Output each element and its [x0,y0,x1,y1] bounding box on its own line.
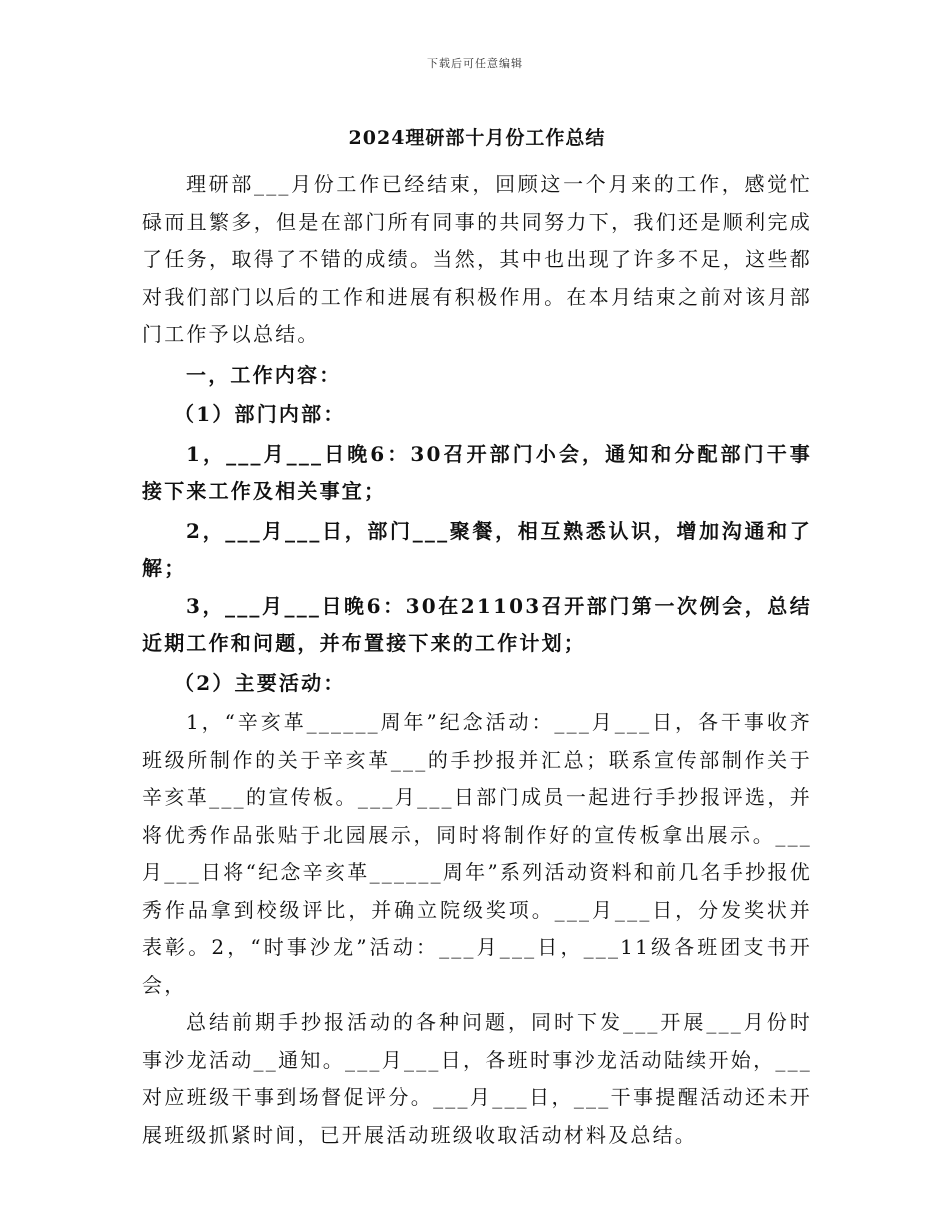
internal-item-2: 2，___月___日，部门___聚餐，相互熟悉认识，增加沟通和了解； [142,518,812,580]
internal-item-1: 1，___月___日晚6：30召开部门小会，通知和分配部门干事接下来工作及相关事宜； [142,441,812,503]
activities-paragraph-2: 总结前期手抄报活动的各种问题，同时下发___开展___月份时事沙龙活动__通知。___月___日，各班时事沙龙活动陆续开始，___对应班级干事到场督促评分。___月___日，___干事提醒活动还未开展班级抓紧时间，已开展活动班级收取活动材料及总结。 [142,1010,812,1147]
intro-paragraph: 理研部___月份工作已经结束，回顾这一个月来的工作，感觉忙碌而且繁多，但是在部门所有同事的共同努力下，我们还是顺利完成了任务，取得了不错的成绩。当然，其中也出现了许多不足，这些都对我们部门以后的工作和进展有积极作用。在本月结束之前对该月部门工作予以总结。 [142,172,812,346]
header-note: 下载后可任意编辑 [427,57,523,70]
activities-paragraph-1: 1，“辛亥革______周年”纪念活动：___月___日，各干事收齐班级所制作的关于辛亥革___的手抄报并汇总；联系宣传部制作关于辛亥革___的宣传板。___月___日部门成员一起进行手抄报评选，并将优秀作品张贴于北园展示，同时将制作好的宣传板拿出展示。___月___日将“纪念辛亥革______周年”系列活动资料和前几名手抄报优秀作品拿到校级评比，并确立院级奖项。___月___日，分发奖状并表彰。2，“时事沙龙”活动：___月___日，___11级各班团支书开会， [142,710,812,997]
section-heading-work-content: 一，工作内容： [186,362,342,387]
document-body [142,120,812,1154]
internal-item-3: 3，___月___日晚6：30在21103召开部门第一次例会，总结近期工作和问题，并布置接下来的工作计划； [142,593,812,655]
subsection-heading-internal: （1）部门内部： [174,402,346,426]
document-title: 2024理研部十月份工作总结 [348,127,606,149]
subsection-heading-activities: （2）主要活动： [174,670,346,695]
